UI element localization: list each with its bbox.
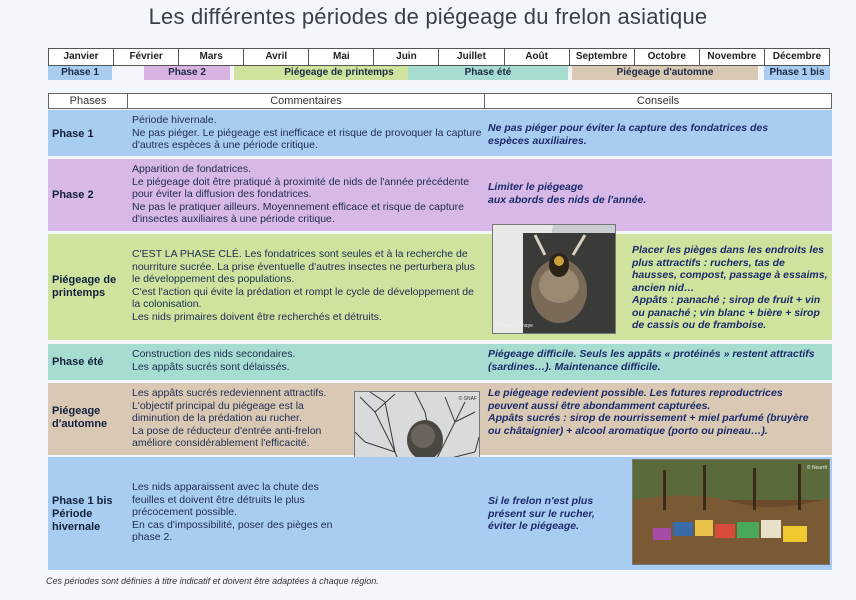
band-phase-2: Phase 2 [144,66,230,80]
month-oct: Octobre [635,49,700,65]
row-comments: Construction des nids secondaires. Les appâts sucrés sont délaissés. [132,348,296,373]
table-row-summer-phase [48,344,832,380]
table-row-spring-trapping [48,234,832,340]
month-may: Mai [309,49,374,65]
month-jul: Juillet [439,49,504,65]
month-aug: Août [505,49,570,65]
month-apr: Avril [244,49,309,65]
month-jan: Janvier [49,49,114,65]
row-comments: Période hivernale. Ne pas piéger. Le piégeage est inefficace et risque de provoquer la capture d'autres espèces à une période critique. [132,114,482,151]
month-sep: Septembre [570,49,635,65]
band-summer-phase: Phase été [408,66,568,80]
row-advice: Limiter le piégeage aux abords des nids de l'année. [488,181,647,206]
table-row-phase-1 [48,110,832,156]
row-advice: Placer les pièges dans les endroits les plus attractifs : ruchers, tas de hausses, compost, passage à essaims, ancien nid… Appâts : panaché ; sirop de fruit + vin ou panaché ; vin blanc + bière + sirop de cassis ou de framboise. [632,244,828,331]
row-advice: Si le frelon n'est plus présent sur le rucher, éviter le piégeage. [488,495,595,532]
row-advice: Le piégeage redevient possible. Les futures reproductrices peuvent aussi être abondamment capturées. Appâts sucrés : sirop de nourrissement + miel parfumé (bruyère ou châtaignier) + alcool aromatique (porto ou pineau…). [488,387,809,437]
band-phase-1: Phase 1 [48,66,112,80]
month-dec: Décembre [772,51,822,62]
photo-credit: © Nourrit [806,465,827,471]
header-advice: Conseils [636,95,680,107]
header-phases: Phases [49,94,128,108]
row-comments: C'EST LA PHASE CLÉ. Les fondatrices sont seules et à la recherche de nourriture sucrée. La prise éventuelle d'autres insectes ne perturbera plus le développement des populations. C'est l'action qui évite la prédation et rompt le cycle de développement de la colonisation. Les nids primaires doivent être recherchés et détruits. [132,248,475,323]
photo-credit: © SNAF [458,396,477,402]
month-feb: Février [114,49,179,65]
row-phase-label: Phase 1 [52,128,94,140]
table-row-autumn-trapping [48,383,832,455]
band-spring-trapping: Piégeage de printemps [234,66,444,80]
month-timeline [48,48,830,66]
row-advice: Piégeage difficile. Seuls les appâts « protéinés » restent attractifs (sardines…). Maintenance difficile. [488,348,815,373]
row-phase-label: Phase été [52,356,104,368]
row-phase-label: Piégeage de printemps [52,274,117,299]
row-comments: Apparition de fondatrices. Le piégeage doit être pratiqué à proximité de nids de l'année précédente pour éviter la diffusion des fondatrices. Ne pas le pratiquer ailleurs. Moyennement efficace et risque de capture d'insectes auxiliaires à une période critique. [132,163,470,225]
table-row-phase-1-bis [48,457,832,570]
row-phase-label: Phase 2 [52,189,94,201]
page-title: Les différentes périodes de piégeage du frelon asiatique [148,4,708,29]
row-advice: Ne pas piéger pour éviter la capture des fondatrices des espèces auxiliaires. [488,122,769,147]
table-header [48,93,832,109]
apiary-photo [632,459,830,565]
month-nov: Novembre [700,49,765,65]
row-phase-label: Phase 1 bis Période hivernale [52,495,113,533]
phase-bands [48,66,830,80]
row-phase-label: Piégeage d'automne [52,405,108,430]
month-jun: Juin [374,49,439,65]
table-row-phase-2 [48,159,832,231]
month-mar: Mars [179,49,244,65]
hornet-nest-photo [492,224,616,334]
footnote: Ces périodes sont définies à titre indicatif et doivent être adaptées à chaque région. [46,576,379,586]
band-phase-1-bis: Phase 1 bis [764,66,830,80]
header-comments: Commentaires [128,94,485,108]
row-comments: Les nids apparaissent avec la chute des feuilles et doivent être détruits le plus précocement possible. En cas d'impossibilité, poser des pièges en phase 2. [132,481,333,543]
photo-credit: © Pascal Lahaye [495,322,533,329]
band-autumn-trapping: Piégeage d'automne [572,66,758,80]
row-comments: Les appâts sucrés redeviennent attractifs. L'objectif principal du piégeage est la diminution de la prédation au rucher. La pose de réducteur d'entrée anti-frelon améliore considérablement l'efficacité. [132,387,327,449]
